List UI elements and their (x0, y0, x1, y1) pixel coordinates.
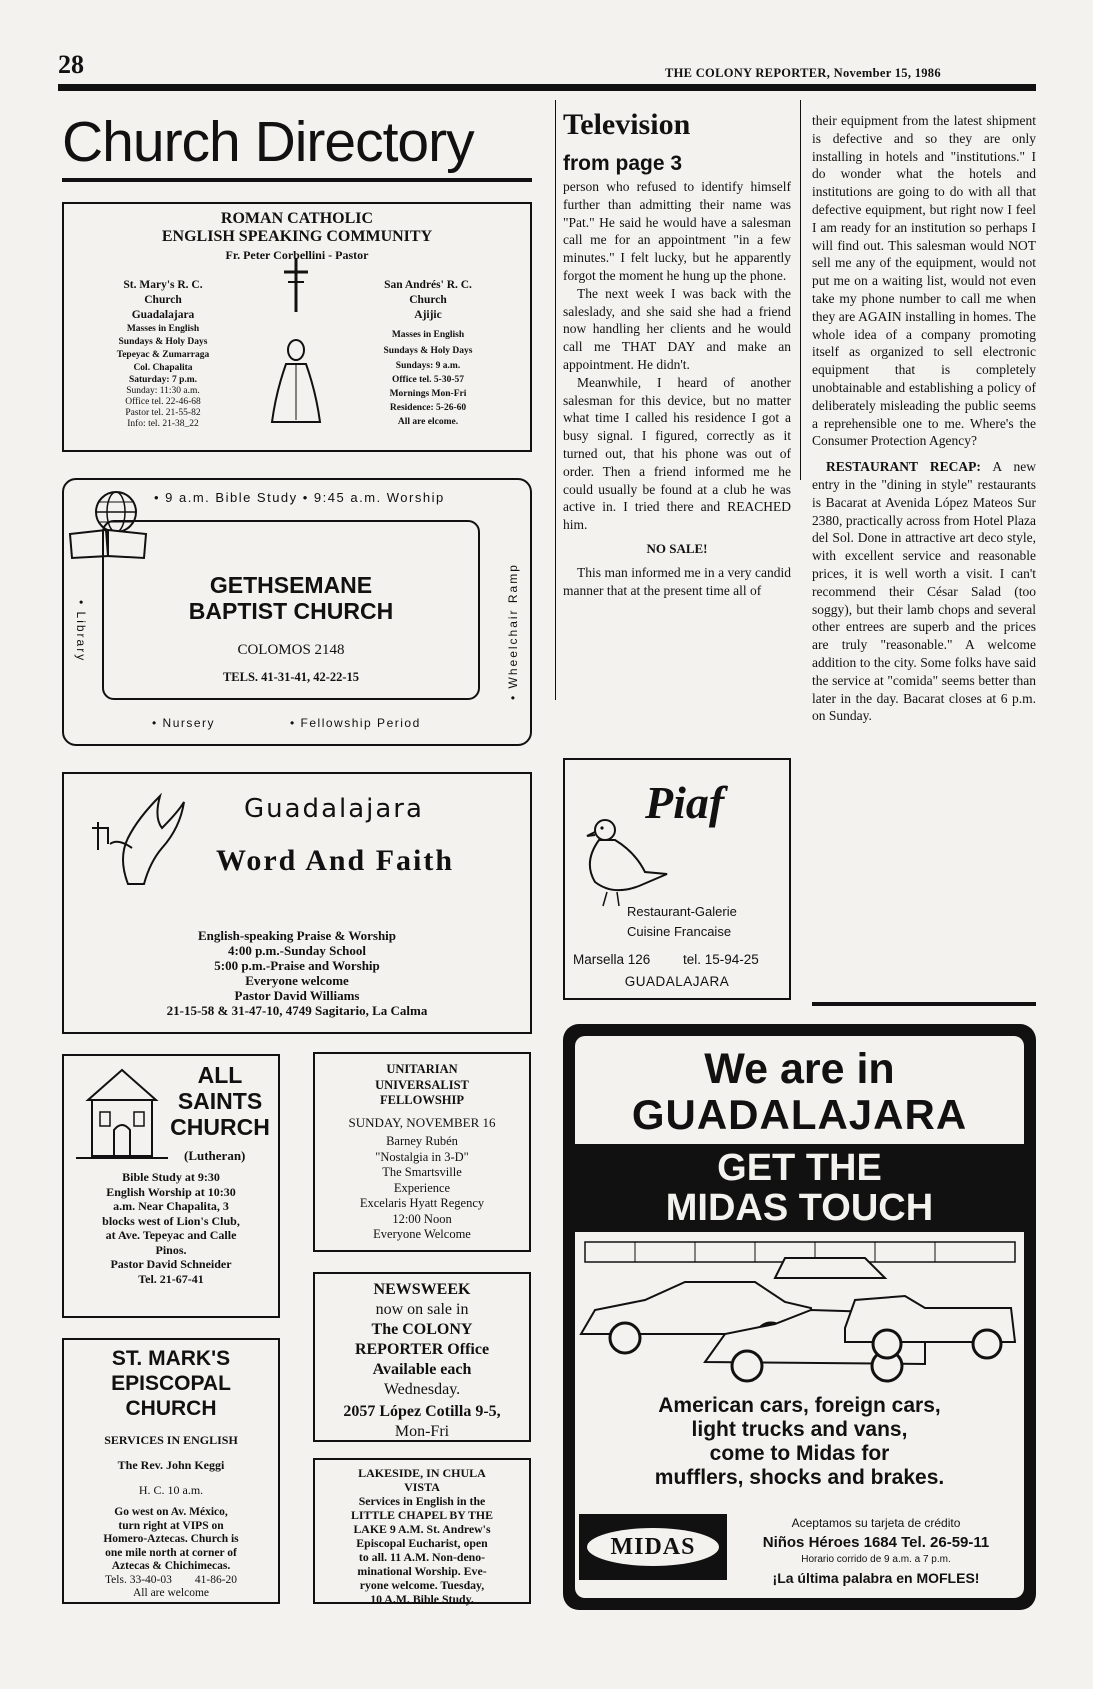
st-marks-line: Homero-Aztecas. Church is (103, 1533, 239, 1545)
st-marys-rc (78, 278, 248, 430)
word-faith-line: 4:00 p.m.-Sunday School (228, 943, 366, 958)
all-saints-line: Tel. 21-67-41 (138, 1271, 204, 1286)
all-saints-line: at Ave. Tepeyac and Calle (105, 1228, 237, 1242)
page-number: 28 (58, 50, 84, 79)
rc-right-line: Masses in English (391, 330, 465, 340)
lakeside-line: LITTLE CHAPEL BY THE (351, 1508, 493, 1522)
st-marks-line: turn right at VIPS on (118, 1519, 224, 1532)
st-marks-line: Go west on Av. México, (114, 1506, 228, 1518)
rc-right-line: Sundays & Holy Days (383, 346, 473, 356)
unitarian-line: Excelaris Hyatt Regency (359, 1196, 485, 1210)
gethsemane-nursery: • Nursery (152, 716, 216, 730)
newsweek-line: Available each (372, 1361, 472, 1378)
newsweek-line: NEWSWEEK (373, 1281, 471, 1298)
television-subtitle: from page 3 (563, 152, 683, 175)
lakeside-line: 10 A.M. Bible Study. (370, 1592, 474, 1606)
rc-right-line: Residence: 5-26-60 (389, 403, 467, 413)
newsweek-line: The COLONY (371, 1321, 473, 1338)
no-sale-subhead: NO SALE! (646, 540, 708, 556)
article-paragraph: their equipment from the latest shipment is defective and so they are only installing in hotels and "institutions." I do wonder what the hotels and institutions are going to do with all that defective equipment, but right now I feel I am ready for an institution so perhaps I will find out. This salesman would NOT sell me any of the equipment, would not put me on a waiting list, would not even take my phone number to call me when they are AGAIN installing in homes. The whole idea of a company promoting itself as organized to sell electronic equipment that is completely unobtainable and establishing a policy of deliberately misleading the public seems a reprehensible one to me. Where's the Consumer Protection Agency? (812, 113, 1036, 449)
rc-left-line: Church (144, 294, 182, 306)
newsweek-line: now on sale in (375, 1301, 469, 1318)
bird-icon (573, 812, 673, 908)
lakeside-heading-line: LAKESIDE, IN CHULA (358, 1466, 486, 1480)
rc-right-line: Church (409, 294, 447, 306)
st-marks-tels: Tels. 33-40-03 41-86-20 (104, 1573, 238, 1586)
st-marks-hc: H. C. 10 a.m. (138, 1483, 204, 1497)
lakeside-box (313, 1458, 531, 1604)
lakeside-line: ryone welcome. Tuesday, (359, 1578, 485, 1592)
rc-left-line: Col. Chapalita (133, 363, 193, 373)
unitarian-line: 12:00 Noon (392, 1211, 452, 1226)
st-marks-services: SERVICES IN ENGLISH (104, 1433, 238, 1447)
gethsemane-name (104, 572, 478, 624)
all-saints-name (164, 1062, 276, 1140)
all-saints-denomination: (Lutheran) (184, 1148, 246, 1163)
unitarian-info (315, 1062, 529, 1243)
midas-banner (575, 1144, 1024, 1232)
dove-flame-icon (88, 788, 198, 894)
article-paragraph: Meanwhile, I heard of another salesman for this device, but no matter what time I called his residence I got a busy signal. I figured, correctly as it turned out, that his phone was out of order. Then a friend informed me he could usually be found at a club he was active in. I tried there and REACHED him. (563, 374, 791, 533)
unitarian-line: SUNDAY, NOVEMBER 16 (348, 1114, 496, 1130)
st-marks-rev: The Rev. John Keggi (117, 1458, 225, 1472)
gethsemane-address: COLOMOS 2148 (237, 642, 345, 658)
television-col1 (563, 178, 791, 599)
all-saints-line: Bible Study at 9:30 (122, 1170, 220, 1184)
directory-title: Church Directory (62, 110, 474, 174)
newsweek-line: Mon-Fri (394, 1423, 450, 1440)
word-faith-box (62, 772, 532, 1034)
unitarian-line: Everyone Welcome (373, 1227, 471, 1241)
all-saints-name-line: SAINTS (177, 1088, 263, 1114)
rc-right-line: San Andrés' R. C. (384, 279, 472, 291)
newsweek-line: 2057 López Cotilla 9-5, (343, 1403, 501, 1420)
newsweek-info (315, 1280, 529, 1442)
san-andres-rc (338, 278, 518, 429)
all-saints-box (62, 1054, 280, 1318)
st-marks-welcome: All are welcome (133, 1587, 209, 1599)
column-rule (800, 100, 801, 480)
rc-left-line: Tepeyac & Zumarraga (116, 350, 210, 360)
roman-catholic-box (62, 202, 532, 452)
word-faith-line: 5:00 p.m.-Praise and Worship (214, 958, 380, 973)
rc-pastor: Fr. Peter Corbellini - Pastor (225, 248, 369, 262)
piaf-details (627, 902, 737, 942)
st-marks-directions (64, 1506, 278, 1574)
article-end-rule (812, 1002, 1036, 1006)
rc-left-line: Guadalajara (131, 309, 195, 321)
television-title: Television (563, 108, 691, 141)
rc-right-line: Ajijic (414, 309, 442, 321)
st-marks-name-line: ST. MARK'S (111, 1347, 231, 1370)
lakeside-info (315, 1494, 529, 1606)
lakeside-line: minational Worship. Eve- (357, 1564, 487, 1578)
lakeside-line: to all. 11 A.M. Non-deno- (358, 1550, 486, 1564)
unitarian-line: Barney Rubén (386, 1134, 458, 1148)
midas-body-line: come to Midas for (709, 1442, 890, 1465)
rc-right-line: All are elcome. (397, 417, 459, 427)
saint-figure-icon (262, 252, 330, 427)
gethsemane-name-line1: GETHSEMANE (209, 572, 373, 598)
midas-slogan: ¡La última palabra en MOFLES! (772, 1570, 980, 1586)
st-marks-box (62, 1338, 280, 1604)
word-faith-line: English-speaking Praise & Worship (197, 928, 397, 943)
lakeside-heading-line: VISTA (404, 1480, 440, 1494)
st-marks-line: one mile north at corner of (105, 1546, 237, 1559)
church-building-icon (74, 1064, 170, 1164)
all-saints-line: a.m. Near Chapalita, 3 (113, 1199, 229, 1213)
midas-body-line: mufflers, shocks and brakes. (654, 1466, 945, 1489)
unitarian-line: "Nostalgia in 3-D" (375, 1149, 469, 1164)
midas-logo-box (579, 1514, 727, 1580)
lakeside-line: Services in English in the (358, 1494, 486, 1508)
all-saints-line: Pinos. (155, 1242, 187, 1257)
word-faith-line: Pastor David Williams (234, 988, 360, 1003)
article-paragraph: person who refused to identify himself further than admitting their name was "Pat." He said he would have a salesman call me for an appointment "in a few minutes." I felt lucky, but he apparently forgot the moment he hung up the phone. (563, 179, 791, 283)
unitarian-box (313, 1052, 531, 1252)
midas-banner1: GET THE (717, 1147, 882, 1189)
gethsemane-fellowship: • Fellowship Period (290, 716, 421, 730)
unitarian-line: FELLOWSHIP (379, 1093, 465, 1107)
word-faith-line: 21-15-58 & 31-47-10, 4749 Sagitario, La Calma (166, 1003, 428, 1018)
word-faith-title1: Guadalajara (244, 794, 424, 824)
rc-left-line: Info: tel. 21-38_22 (127, 419, 199, 429)
midas-headline2: GUADALAJARA (631, 1091, 968, 1138)
unitarian-line: Experience (393, 1180, 451, 1195)
rc-left-line: Office tel. 22-46-68 (125, 397, 201, 407)
television-col2 (812, 112, 1036, 725)
st-marks-line: Aztecas & Chichimecas. (111, 1560, 231, 1572)
midas-address: Niños Héroes 1684 Tel. 26-59-11 (762, 1534, 990, 1551)
unitarian-line: The Smartsville (382, 1165, 462, 1179)
rc-left-line: Sunday: 11:30 a.m. (126, 386, 200, 396)
all-saints-line: Pastor David Schneider (110, 1257, 232, 1271)
midas-hours: Horario corrido de 9 a.m. a 7 p.m. (801, 1554, 951, 1565)
newsweek-line: REPORTER Office (354, 1341, 490, 1358)
word-faith-info (64, 928, 530, 1018)
gethsemane-schedule: • 9 a.m. Bible Study • 9:45 a.m. Worship (154, 490, 445, 505)
midas-headline1: We are in (704, 1045, 895, 1093)
gethsemane-library: • Library (74, 600, 88, 663)
midas-body-line: American cars, foreign cars, (658, 1394, 941, 1417)
rc-left-line: Pastor tel. 21-55-82 (125, 408, 201, 418)
rc-heading2: ENGLISH SPEAKING COMMUNITY (161, 228, 433, 245)
piaf-city: GUADALAJARA (624, 974, 730, 989)
header-rule (58, 84, 1036, 91)
midas-credit: Aceptamos su tarjeta de crédito (791, 1516, 961, 1530)
all-saints-info (68, 1170, 274, 1286)
article-paragraph: This man informed me in a very candid manner that at the present time all of (563, 564, 791, 598)
title-rule (62, 178, 532, 182)
recap-label: RESTAURANT RECAP: (826, 459, 981, 475)
gethsemane-name-line2: BAPTIST CHURCH (188, 598, 394, 624)
newsweek-line: Wednesday. (383, 1381, 461, 1398)
publication-line: THE COLONY REPORTER, November 15, 1986 (665, 66, 941, 80)
all-saints-line: blocks west of Lion's Club, (102, 1213, 240, 1228)
all-saints-name-line: CHURCH (170, 1114, 270, 1140)
newsweek-box (313, 1272, 531, 1442)
lakeside-heading (315, 1466, 529, 1494)
rc-heading1: ROMAN CATHOLIC (220, 210, 374, 227)
unitarian-line: UNIVERSALIST (375, 1077, 469, 1092)
rc-left-line: Masses in English (126, 324, 200, 334)
piaf-logo: Piaf (645, 777, 725, 828)
word-faith-title2: Word And Faith (216, 844, 455, 877)
recap-text: A new entry in the "dining in style" restaurants is Bacarat at Avenida López Mateos Sur 2380, practically across from Hotel Plaza del Sol. Done in attractive art deco style, with excellent service and reasonable prices, it is well worth a visit. I can't recommend their César Salad (too soggy), but their lamb chops and several other entrees are superb and the prices are truly "reasonable." A welcome addition to the city. Some folks have said the service at "comida" seems better than later in the day. Bacarat closes at 6 p.m. on Sunday. (812, 459, 1036, 724)
rc-left-line: Sundays & Holy Days (118, 337, 208, 347)
word-faith-line: Everyone welcome (245, 973, 349, 988)
all-saints-name-line: ALL (197, 1062, 243, 1088)
gethsemane-box (62, 478, 532, 746)
midas-banner2: MIDAS TOUCH (665, 1187, 934, 1229)
lakeside-line: LAKE 9 A.M. St. Andrew's (353, 1522, 491, 1536)
rc-left-line: Saturday: 7 p.m. (128, 375, 198, 385)
piaf-line: Restaurant-Galerie (627, 904, 737, 919)
article-paragraph: The next week I was back with the saleslady, and she said she had a friend now handling her clients and he would call me THAT DAY and make an appointment. He didn't. (563, 285, 791, 372)
piaf-ad (563, 758, 791, 1000)
lakeside-line: Episcopal Eucharist, open (356, 1536, 488, 1550)
piaf-tel: tel. 15-94-25 (683, 952, 759, 967)
cars-illustration-icon (575, 1238, 1024, 1388)
rc-right-line: Office tel. 5-30-57 (391, 375, 464, 385)
all-saints-line: English Worship at 10:30 (106, 1184, 236, 1199)
column-rule (555, 100, 556, 700)
gethsemane-phones: TELS. 41-31-41, 42-22-15 (222, 670, 360, 684)
rc-right-line: Sundays: 9 a.m. (395, 361, 461, 371)
unitarian-line: UNITARIAN (386, 1062, 458, 1076)
piaf-line: Cuisine Francaise (627, 924, 732, 939)
piaf-address: Marsella 126 (573, 952, 651, 967)
rc-left-line: St. Mary's R. C. (123, 279, 203, 291)
st-marks-name (64, 1346, 278, 1421)
midas-body (563, 1394, 1036, 1490)
midas-body-line: light trucks and vans, (691, 1418, 908, 1441)
st-marks-name-line: EPISCOPAL (111, 1372, 231, 1395)
rc-right-line: Mornings Mon-Fri (389, 389, 467, 399)
midas-logo: MIDAS (610, 1534, 696, 1560)
st-marks-name-line: CHURCH (125, 1397, 217, 1420)
midas-ad (563, 1024, 1036, 1610)
gethsemane-ramp: • Wheelchair Ramp (506, 563, 520, 700)
